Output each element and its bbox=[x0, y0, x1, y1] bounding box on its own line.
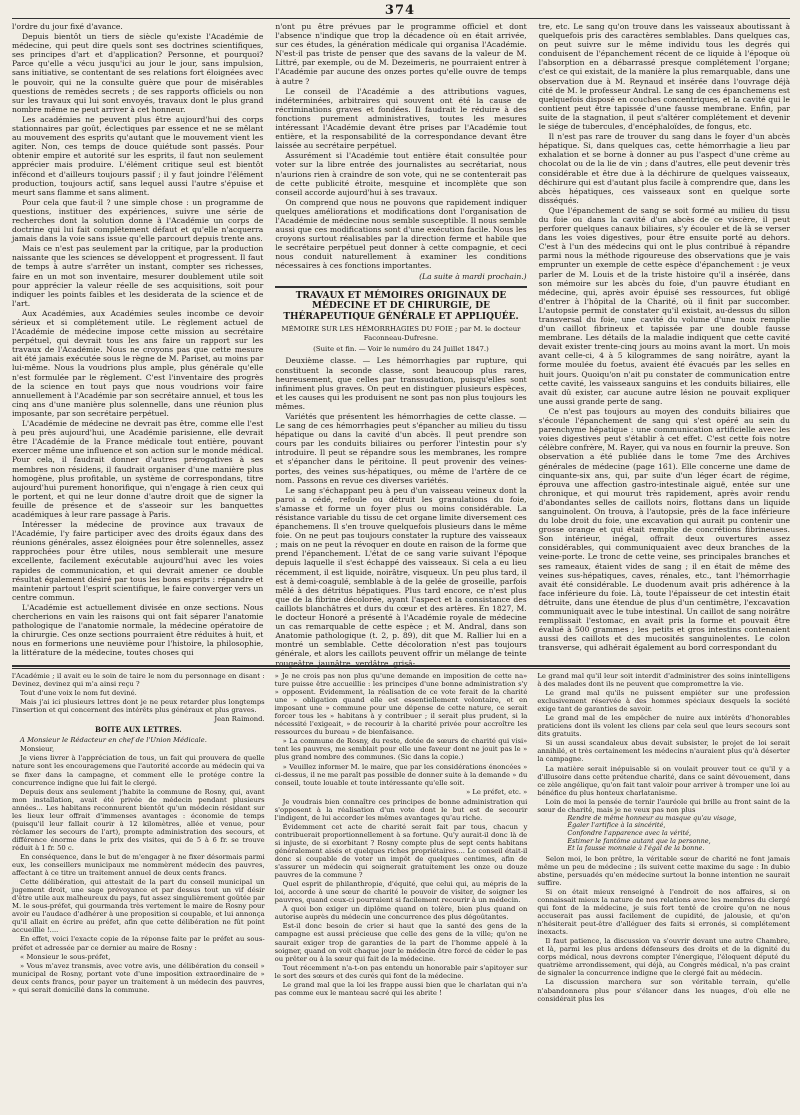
paragraph: L'Académie est actuellement divisée en onze sections. Nous chercherions en vain les raisons qui ont fait séparer l'anatomie pathologique de l'anatomie normale, la médecine opératoire de la chirurgie. Ces onze sections pourraient être réduites à huit, et nous en formerions une neuvième pour l'histoire, la philosophie, la littérature de la médecine, toutes choses qui bbox=[12, 602, 264, 658]
paragraph: Si un aussi scandaleux abus devait subsister, le projet de loi serait annihilé, et très certainement les médecins n'auraient plus qu'à déserter la campagne. bbox=[537, 739, 791, 764]
bottom-column-1 bbox=[12, 672, 265, 1110]
paragraph: l'Académie ; il avait eu le soin de taire le nom du personnage en disant : Devinez, devinez qui m'a ainsi reçu ? bbox=[12, 672, 265, 689]
paragraph: Depuis deux ans seulement j'habite la commune de Rosny, qui, avant mon installation, avait été privée de médecin pendant plusieurs années... Les habitans reconnurent bientôt qu'un médecin résidant sur les lieux leur offrait d'immenses avantages : économie de temps (puisqu'il leur fallait courir à 12 kilomètres, allée et venue, pour réclamer les secours de l'art), prompte administration des secours, et différence énorme dans le prix des visites, qui de 5 à 6 fr. se trouve réduit à 1 fr. 50 c. bbox=[12, 787, 265, 852]
verse-line: Estimer le fantôme autant que la personne, bbox=[567, 836, 711, 845]
paragraph: » Vous m'avez transmis, avec votre avis, une délibération du conseil » municipal de Rosny, portant vote d'une imposition extraordinaire de » deux cents francs, pour payer un traitement à un médecin des pauvres, » qui serait domicilié dans la commune. bbox=[12, 961, 265, 994]
bottom-column-3 bbox=[537, 672, 790, 1110]
paragraph: Je viens livrer à l'appréciation de tous, un fait qui prouvera de quelle nature sont les encouragemens que l'autorité accorde au médecin qui va se fixer dans la campagne, et comment elle le protége contre la concurrence indigne que lui fait le clergé. bbox=[12, 754, 265, 787]
paragraph: Le grand mal qu'il leur soit interdit d'administrer des soins inintelligens à des malades dont ils ne peuvent que compromettre la vie. bbox=[537, 672, 791, 689]
paragraph: Quel esprit de philanthropie, d'équité, que celui qui, au mépris de la loi, accorde à une sœur de charité le pouvoir de visiter, de soigner les pauvres, quand ceux-ci pourraient si facilement recourir à un médecin. bbox=[274, 880, 528, 905]
letter-addressee: A Monsieur le Rédacteur en chef de l'Union Médicale. bbox=[20, 736, 207, 745]
paragraph: Tout récemment n'a-t-on pas entendu un honorable pair s'apitoyer sur le sort des sœurs et des curés qui font de la médecine. bbox=[274, 963, 528, 980]
paragraph: Il n'est pas rare de trouver du sang dans le foyer d'un abcès hépatique. Si, dans quelques cas, cette hémorrhagie a lieu par exhalation et se borne à donner au pus l'aspect d'une crème au chocolat ou de la lie de vin ; dans d'autres, elle peut devenir très considérable et être due à la déchirure de quelques vaisseaux, déchirure qui est d'autant plus facile à comprendre que, dans les abcès hépatiques, ces vaisseaux sont en quelque sorte disséqués. bbox=[538, 132, 790, 205]
verse-line: Égaler l'artifice à la sincérité, bbox=[567, 821, 666, 830]
header-rule bbox=[12, 18, 790, 19]
paragraph: Variétés que présentent les hémorrhagies de cette classe. — Le sang de ces hémorrhagies peut s'épancher au milieu du tissu hépatique ou dans la cavité d'un abcès. Il peut prendre son cours par les conduits biliaires ou perforer l'intestin pour s'y introduire. Il peut se répandre sous les membranes, les rompre et s'épancher dans le péritoine. Il peut provenir des veines-portes, des veines sus-hépatiques, ou même de l'artère de ce nom. Passons en revue ces diverses variétés. bbox=[275, 411, 527, 485]
box-title: BOITE AUX LETTRES. bbox=[95, 725, 182, 735]
paragraph: Est-il donc besoin de crier si haut que la santé des gens de la campagne est aussi précieuse que celle des gens de la ville; qu'on ne saurait exiger trop de garanties de la part de l'homme appelé à la soigner, quand on voit chaque jour le médecin être forcé de céder le pas ou prêter ou à la sœur qui fait de la médecine. bbox=[274, 922, 528, 963]
paragraph: » Veuillez informer M. le maire, que par les considérations énoncées » ci-dessus, il ne me paraît pas possible de donner suite à la demande » du conseil, toute louable et toute intéressante qu'elle soit. bbox=[274, 762, 528, 787]
top-section bbox=[12, 22, 790, 668]
top-column-2 bbox=[275, 22, 527, 668]
section-divider-thin bbox=[12, 668, 790, 669]
paragraph: l'ordre du jour fixé d'avance. bbox=[12, 22, 123, 31]
paragraph: En conséquence, dans le but de m'engager à ne fixer désormais parmi eux, les conseillers municipaux me nommèrent médecin des pauvres, affectant à ce titre un traitement annuel de deux cents francs. bbox=[12, 852, 265, 878]
paragraph: L'Académie de médecine ne devrait pas être, comme elle l'est à peu près aujourd'hui, une Académie parisienne, elle devrait être l'Académie de la France médicale tout entière, pouvant exercer même une influence et son action sur le monde médical. Pour cela, il faudrait donner d'autres prérogatives à ses membres non résidens, il faudrait organiser d'une manière plus homogène, plus profitable, un système de correspondans, titre aujourd'hui purement honorifique, qui n'engage à rien ceux qui le portent, et qui ne leur donne d'autre droit que de signer la feuille de présence et de s'asseoir sur les banquettes académiques à leur rare passage à Paris. bbox=[12, 419, 264, 519]
paragraph: Si on était mieux renseigné à l'endroit de nos affaires, si on connaissait mieux la nature de nos relations avec les membres du clergé qui font de la médecine, je suis fort tenté de croire qu'on ne nous accuserait pas aussi facilement de cupidité, de jalousie, et qu'on n'hésiterait peut-être d'alléguer des faits si erronés, si complétement inexacts. bbox=[537, 887, 791, 937]
paragraph: Intéresser la médecine de province aux travaux de l'Académie, l'y faire participer avec des droits égaux dans des réunions générales, assez éloignées pour être solennelles, assez rapprochées pour être utiles, nous semblerait une mesure excellente, facilement exécutable aujourd'hui avec les voies rapides de communication, et qui devrait amener ce double résultat également désiré par tous les bons esprits : répandre et maintenir partout l'esprit scientifique, le faire converger vers un centre commun. bbox=[12, 520, 264, 602]
verse-quote bbox=[567, 815, 790, 853]
paragraph: Je voudrais bien connaître ces principes de bonne administration qui s'opposent à la réalisation d'un vote dont le but est de secourir l'indigent, de lui accorder les mêmes avantages qu'au riche. bbox=[274, 797, 528, 822]
paragraph: Mais ce n'est pas seulement par la critique, par la production naissante que les sciences se développent et progressent. Il faut de temps à autre s'arrêter un instant, compter ses richesses, faire en un mot son inventaire, mesurer doublement utile soit pour apprécier la valeur réelle de ses acquisitions, soit pour indiquer les points faibles et les desiderata de la science et de l'art. bbox=[12, 244, 264, 308]
paragraph: Évidemment cet acte de charité serait fait par tous, chacun y contribuerait proportionnellement à sa fortune. Qu'y aurait-il donc là de si injuste, de si exorbitant ? Rosny compte plus de sept cents habitans généralement aisés et quelques riches propriétaires.... Le conseil était-il donc si coupable de voter un impôt de quelques centimes, afin de s'assurer un médecin qui soignerait gratuitement les onze ou douze pauvres de la commune ? bbox=[274, 822, 528, 880]
paragraph: n'ont pu être prévues par le programme officiel et dont l'absence n'indique que trop la décadence où en était arrivée, sur ces études, la génération médicale qui organisa l'Académie. N'est-il pas triste de penser que des savans de la valeur de M. Littré, par exemple, ou de M. Dezeimeris, ne pourraient entrer à l'Académie par aucune des onzes portes qu'elle ouvre de temps à autre ? bbox=[275, 22, 527, 86]
prefect-signature: » Le préfet, etc. » bbox=[466, 787, 528, 796]
author-signature: Jean Raimond. bbox=[214, 715, 265, 724]
paragraph: » La commune de Rosny, du reste, dotée de sœurs de charité qui visi» tent les pauvres, me semblait pour elle une faveur dont ne jouit pas le » plus grand nombre des communes. (Sic dans la copie.) bbox=[274, 737, 528, 762]
letter-salutation: Monsieur, bbox=[20, 745, 55, 754]
paragraph: La discussion marchera sur son véritable terrain, qu'elle n'abandonnera plus pour s'élancer dans les nuages, d'où elle ne considérait plus les bbox=[537, 978, 791, 1003]
paragraph: Depuis bientôt un tiers de siècle qu'existe l'Académie de médecine, qui peut dire quels sont ses doctrines scientifiques, ses principes d'art et d'application? Personne, et pourquoi? Parce qu'elle a vécu jusqu'ici au jour le jour, sans impulsion, sans initiative, se contentant de ses relations fort éloignées avec le pouvoir, qui ne la consulte guère que pour de misérables questions de remèdes secrets ; de ses rapports officiels ou non sur les travaux qui lui sont envoyés, travaux dont le plus grand nombre même ne peut arriver à cet honneur. bbox=[12, 32, 264, 114]
paragraph: Tout d'une voix le nom fut deviné. bbox=[20, 689, 137, 698]
paragraph: Deuxième classe. — Les hémorrhagies par rupture, qui constituent la seconde classe, sont beaucoup plus rares, heureusement, que celles par transsudation, puisqu'elles sont infiniment plus graves. On peut en distinguer plusieurs espèces, et les causes qui les produisent ne sont pas non plus toujours les mêmes. bbox=[275, 356, 527, 411]
paragraph: Aux Académies, aux Académies seules incombe ce devoir sérieux et si complétement utile. Le règlement actuel de l'Académie de médecine impose cette mission au secrétaire perpétuel, qui devrait tous les ans faire un rapport sur les travaux de l'Académie. Nous ne croyons pas que cette mesure ait été jamais exécutée sous le règne de M. Pariset, au moins par lui-même. Nous la voudrions plus ample, plus générale qu'elle n'est formulée par le règlement. C'est l'inventaire des progrès de la science en tout pays que nous voudrions voir faire annuellement à l'Académie par son secrétaire annuel, et tous les cinq ans d'une manière plus solennelle, dans une réunion plus imposante, par son secrétaire perpétuel. bbox=[12, 308, 264, 418]
page-number: 374 bbox=[384, 3, 416, 18]
top-column-1 bbox=[12, 22, 263, 662]
section-title: TRAVAUX ET MÉMOIRES ORIGINAUX DE MÉDECINE ET DE CHIRURGIE, DE THÉRAPEUTIQUE GÉNÉRALE ET APPLIQUÉE. bbox=[275, 286, 526, 323]
top-column-3 bbox=[539, 22, 790, 662]
paragraph: En effet, voici l'exacte copie de la réponse faite par le préfet au sous-préfet et adressée par ce dernier au maire de Rosny : bbox=[12, 935, 265, 952]
paragraph: Assurément si l'Académie tout entière était consultée pour voter sur la libre entrée des journalistes au secrétariat, nous n'aurions rien à craindre de son vote, qui ne se contenterait pas de cette publicité étroite, mesquine et incomplète que son conseil accorde aujourd'hui à ses travaux. bbox=[275, 151, 527, 197]
paragraph: Le grand mal de les empêcher de nuire aux intérêts d'honorables praticiens dont ils volent les cliens par cela seul que leurs secours sont dits gratuits. bbox=[537, 714, 791, 739]
paragraph: Pour cela que faut-il ? une simple chose : un programme de questions, instituer des expériences, suivre une série de recherches dont la solution donne à l'Académie un corps de doctrine qui lui fait complétement défaut et qu'elle n'acquerra jamais dans la voie sans issue qu'elle parcourt depuis trente ans. bbox=[12, 197, 264, 244]
verse-line: Rendre de même honneur au masque qu'au visage, bbox=[567, 813, 737, 822]
paragraph: Ce n'est pas toujours au moyen des conduits biliaires que s'écoule l'épanchement de sang qui s'est opéré au sein du parenchyme hépatique : une communication artificielle avec les voies digestives peut s'établir à cet effet. C'est cette fois notre célèbre confrère, M. Rayer, qui va nous en fournir la preuve. Son observation a été publiée dans le tome 7me des Archives générales de médecine (page 161). Elle concerne une dame de cinquante-six ans, qui, par suite d'un léger écart de régime, éprouva une affection gastro-intestinale aiguë, entée sur une chronique, et qui mourut très rapidement, après avoir rendu d'abondantes selles de caillots noirs, flottans dans un liquide sanguinolent. On trouva, à l'autopsie, près de la face inférieure du lobe droit du foie, une excavation qui aurait pu contenir une grosse orange et qui était remplie de concrétions fibrineuses. Son intérieur, inégal, offrait deux ouvertures assez considérables, qui communiquaient avec deux branches de la veine-porte. Le tronc de cette veine, ses principales branches et ses rameaux, étaient vides de sang ; il en était de même des veines sus-hépatiques, caves, rénales, etc., tant l'hémorrhagie avait été considérable. Le duodenum avait pris adhérence à la face inférieure du foie. Là, toute l'épaisseur de cet intestin était détruite, dans une étendue de plus d'un centimètre, l'excavation communiquait avec le tube intestinal. Un caillot de sang noirâtre remplissait l'estomac, en avait pris la forme et pouvait être évalué à 500 grammes ; les petits et gros intestins contenaient aussi des caillots et des mucosités sanguinolentes. Le colon transverse, qui adhérait également au bord correspondant du bbox=[538, 406, 790, 653]
paragraph: Le grand mal que la loi les frappe aussi bien que le charlatan qui n'a pas comme eux le manteau sacré qui les abrite ! bbox=[274, 980, 528, 997]
paragraph: Cette délibération, qui attestait de la part du conseil municipal un jugement droit, une sage prévoyance et par dessus tout un vif désir d'être utile aux malheureux du pays, fut assez singulièrement goûtée par M. le sous-préfet, qui gourmanda très vertement le maire de Rosny pour avoir eu l'audace d'adhérer à une proposition si coupable, et lui annonça qu'il allait en écrire au préfet, afin que cette délibération ne fût point accueillie !.... bbox=[12, 878, 265, 935]
paragraph: On comprend que nous ne pouvons que rapidement indiquer quelques améliorations et modifications dont l'organisation de l'Académie de médecine nous semble susceptible. Il nous semble aussi que ces modifications sont d'une exécution facile. Nous les croyons surtout réalisables par la direction ferme et habile que le secrétaire perpétuel peut donner à cette compagnie, et ceci nous conduit naturellement à examiner les conditions nécessaires à ces fonctions importantes. bbox=[275, 197, 527, 271]
paragraph: Que l'épanchement de sang se soit formé au milieu du tissu du foie ou dans la cavité d'un abcès de ce viscère, il peut perforer quelques canaux biliaires, s'y écouler et de là se verser dans les voies digestives, pour être ensuite porté au dehors. C'est à l'un des médecins qui ont le plus contribué à répandre parmi nous la méthode rigoureuse des observations que je vais emprunter un exemple de cette espèce d'épanchement : je veux parler de M. Louis et de la triste histoire qu'il a insérée, dans son mémoire sur les abcès du foie, d'un pauvre étudiant en médecine, qui, après avoir épuisé ses ressources, fut obligé d'entrer à l'hôpital de la Charité, où il finit par succomber. L'autopsie permit de constater qu'il existait, au-dessus du sillon transversal du foie, une cavité du volume d'une noix remplie d'un caillot fibrineux et tapissée par une double fausse membrane. Les détails de la maladie indiquent que cette cavité devait exister trente-cinq jours au moins avant la mort. Un mois avant celle-ci, 4 à 5 kilogrammes de sang noirâtre, ayant la forme moulée du foetus, avaient été évacués par les selles en huit jours. Quoiqu'on n'ait pu constater de communication entre cette cavité, les vaisseaux sanguins et les conduits biliaires, elle avait dû exister, car aucune autre lésion ne pouvait expliquer une aussi grande perte de sang. bbox=[538, 205, 790, 406]
paragraph: Le grand mal qu'ils ne puissent empiéter sur une profession exclusivement réservée à des hommes spéciaux desquels la société exige tant de garanties de savoir. bbox=[537, 689, 791, 714]
paragraph: Le sang s'échappant peu à peu d'un vaisseau veineux dont la paroi a cédé, refoule ou détruit les granulations du foie, s'amasse et forme un foyer plus ou moins considérable. La résistance variable du tissu de cet organe limite diversement ces épanchemens. Il s'en trouve quelquefois plusieurs dans le même foie. On ne peut pas toujours constater la rupture des vaisseaux ; mais on ne peut la révoquer en doute en raison de la forme que prend l'épanchement. L'état de ce sang varie suivant l'époque depuis laquelle il s'est échappé des vaisseaux. Si cela a eu lieu récemment, il est liquide, noirâtre, visqueux. Un peu plus tard, il est à demi-coagulé, semblable à de la gelée de groseille, parfois mêlé à des détritus hépatiques. Plus tard encore, ce n'est plus que de la fibrine décolorée, ayant l'aspect et la consistance des caillots blanchâtres et durs du cœur et des artères. En 1827, M. le docteur Honoré a présenté à l'Académie royale de médecine un cas remarquable de cette espèce ; et M. Andral, dans son Anatomie pathologique (t. 2, p. 89), dit que M. Rallier lui en a montré un semblable. Cette décoloration n'est pas toujours générale, et alors les caillots peuvent offrir un mélange de teinte rougeâtre, jaunâtre, verdâtre, grisâ- bbox=[275, 485, 527, 668]
paragraph: Mais j'ai ici plusieurs lettres dont je ne peux retarder plus longtemps l'insertion et qui concernent des intérêts plus généraux et plus graves. bbox=[12, 698, 265, 715]
paragraph: « Monsieur le sous-préfet, bbox=[20, 952, 111, 961]
verse-line: Confondre l'apparence avec la vérité, bbox=[567, 828, 692, 837]
paragraph: La matière serait inépuisable si on voulait prouver tout ce qu'il y a d'illusoire dans cette prétendue charité, dans ce saint dévouement, dans ce zèle angélique, qu'on fait tant valoir pour arriver à tromper une loi au bénéfice du plus honteux charlatanisme. bbox=[537, 764, 791, 797]
verse-line: Et la fausse monnaie à l'égal de la bonne. bbox=[567, 844, 705, 853]
paragraph: Les académies ne peuvent plus être aujourd'hui des corps stationnaires par goût, éclectiques par essence et ne se mêlant au mouvement des esprits qu'autant que le mouvement vient les agiter. Non, ces temps de douce quiétude sont passés. Pour obtenir empire et autorité sur les esprits, il faut non seulement apprécier mais produire. L'élément critique seul est bientôt infécond et d'ailleurs toujours passif ; il y faut joindre l'élément production, toujours actif, sans lequel aussi l'autre s'épuise et meurt sans flamme et sans aliment. bbox=[12, 114, 264, 197]
paragraph: Selon moi, le bon prêtre, la véritable sœur de charité ne font jamais même un peu de médecine ; ils suivent cette maxime du sage : In dubio abstine, persuadés qu'en médecine surtout la bonne intention ne saurait suffire. bbox=[537, 854, 791, 887]
section-divider bbox=[12, 665, 790, 667]
feuilleton-section bbox=[12, 672, 790, 1110]
memoir-subtitle: (Suite et fin. — Voir le numéro du 24 Juillet 1847.) bbox=[313, 345, 489, 354]
bottom-column-2 bbox=[275, 672, 528, 1110]
paragraph: » Je ne crois pas non plus qu'une demande en imposition de cette na» ture puisse être accueillie : les principes d'une bonne administration s'y » opposent. Évidemment, la réalisation de ce vote ferait de la charité une » obligation quand elle est essentiellement volontaire, et en imposant une » commune pour une dépense de cette nature, ce serait forcer tous les » habitans à y contribuer ; il serait plus prudent, si la nécessité l'exigeait, » de recourir à la charité privée pour accroître les ressources du bureau » de bienfaisance. bbox=[274, 672, 528, 737]
paragraph: tre, etc. Le sang qu'on trouve dans les vaisseaux aboutissant à quelquefois pris des caractères semblables. Dans quelques cas, on peut suivre sur le même individu tous les degrés qui conduisent de l'épanchement récent de ce liquide à l'époque où l'absorption en a débarrassé presque complétement l'organe; c'est ce qui existait, de la manière la plus remarquable, dans une observation due à M. Reynaud et insérée dans l'ouvrage déjà cité de M. le professeur Andral. Le sang de ces épanchemens est quelquefois disposé en couches concentriques, et la cavité qui le contient peut être tapissée d'une fausse membrane. Enfin, par suite de la stagnation, il peut s'altérer complétement et devenir le siége de tubercules, d'encéphaloïdes, de fongus, etc. bbox=[538, 22, 790, 132]
paragraph: À quoi bon exiger un diplôme quand on tolère, bien plus quand on autorise auprès du médecin une concurrence des plus dégoûtantes. bbox=[274, 905, 528, 922]
continuation-note: (La suite à mardi prochain.) bbox=[419, 271, 527, 281]
paragraph: Il faut patience, la discussion va s'ouvrir devant une autre Chambre, et là, parmi les plus ardens défenseurs des droits et de la dignité du corps médical, nous devrons compter l'énergique, l'éloquent député du quatrième arrondissement, qui déjà, au Congrès médical, n'a pas craint de signaler la concurrence indigne que le clergé fait au médecin. bbox=[537, 937, 791, 978]
paragraph: Loin de moi la pensée de ternir l'auréole qui brille au front saint de la sœur de charité, mais je ne veux pas non plus bbox=[537, 797, 791, 814]
memoir-title: MÉMOIRE SUR LES HÉMORRHAGIES DU FOIE ; par M. le docteur Faconneau-Dufresne. bbox=[281, 325, 521, 343]
paragraph: Le conseil de l'Académie a des attributions vagues, indéterminées, arbitraires qui souvent ont été la cause de récriminations graves et fondées. Il faudrait le réduire à des fonctions purement administratives, toutes les mesures intéressant l'Académie devant être prises par l'Académie tout entière, et la responsabilité de la correspondance devant être laissée au secrétaire perpétuel. bbox=[275, 86, 527, 151]
